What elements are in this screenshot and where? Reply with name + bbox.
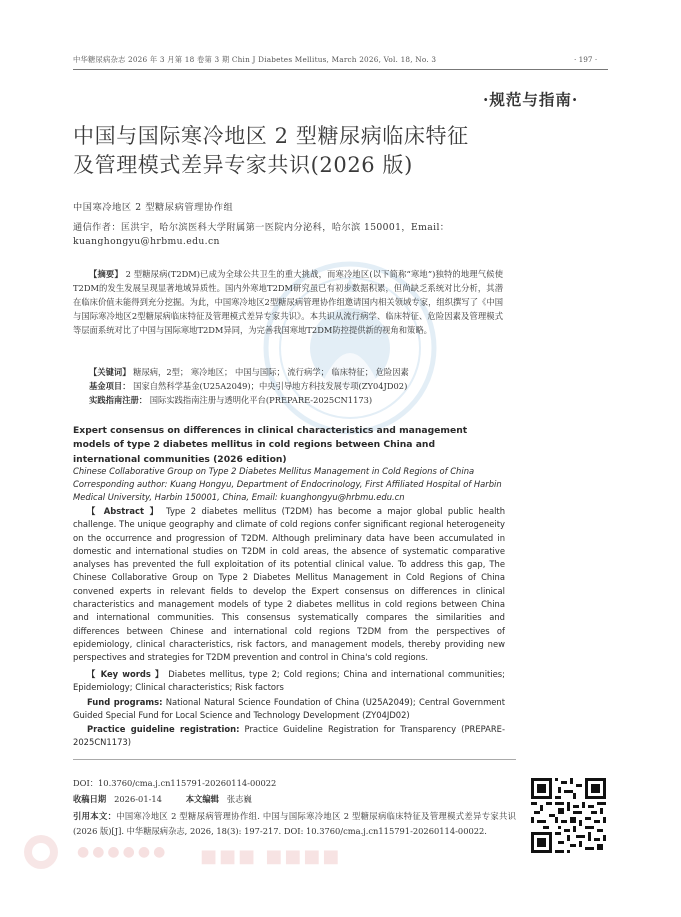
author-group: 中国寒冷地区 2 型糖尿病管理协作组 (73, 202, 234, 213)
publisher-watermark-text: ●●●●●● (77, 844, 169, 860)
zh-keywords-text: 糖尿病，2型； 寒冷地区； 中国与国际； 流行病学； 临床特征； 危险因素 (133, 367, 409, 377)
page-number: · 197 · (574, 55, 598, 64)
title-line-1: 中国与国际寒冷地区 2 型糖尿病临床特征 (73, 124, 469, 148)
zh-keywords-label: 【关键词】 (89, 367, 131, 377)
qr-code-icon[interactable] (531, 778, 606, 853)
citation (73, 809, 516, 839)
en-keywords (73, 668, 505, 695)
en-registration-text: Practice Guideline Registration for Transparency (PREPARE-2025CN1173) (73, 724, 505, 748)
doi[interactable]: DOI：10.3760/cma.j.cn115791-20260114-00022 (73, 778, 277, 788)
en-fund-label: Fund programs: (87, 697, 163, 707)
editor-label: 本文编辑 (185, 794, 219, 804)
en-abstract (73, 505, 505, 665)
running-header: 中华糖尿病杂志 2026 年 3 月第 18 卷第 3 期 Chin J Diabetes Mellitus, March 2026, Vol. 18, No. 3 (73, 55, 437, 64)
en-title: Expert consensus on differences in clinical characteristics and management models of type 2 diabetes mellitus in cold regions between China and international communities (2026 edition) (73, 425, 468, 465)
received-line (73, 791, 252, 807)
en-corresponding: Corresponding author: Kuang Hongyu, Department of Endocrinology, First Affiliated Hospital of Harbin Medical University, Harbin 150001, China, Email: kuanghongyu@hrbmu.edu.cn (73, 479, 502, 503)
zh-fund (73, 380, 503, 394)
zh-abstract-text: 2 型糖尿病(T2DM)已成为全球公共卫生的重大挑战，而寒冷地区(以下简称“寒地”)独特的地理气候使T2DM的发生发展呈现显著地域异质性。国内外寒地T2DM研究虽已有初步数据积累，但尚缺乏系统对比分析，其潜在临床价值未能得到充分挖掘。为此，中国寒冷地区2型糖尿病管理协作组邀请国内相关领域专家，组织撰写了《中国与国际寒冷地区2型糖尿病临床特征及管理模式差异专家共识》。本共识从流行病学、临床特征、危险因素及管理模式等层面系统对比了中国与国际寒地T2DM异同，为完善我国寒地T2DM防控提供新的视角和策略。 (73, 269, 504, 335)
publisher-watermark-text-2: ■■■ ■■■■ (200, 846, 342, 867)
en-registration-label: Practice guideline registration: (87, 724, 240, 734)
zh-registration (73, 394, 503, 408)
publisher-logo-icon (22, 833, 70, 871)
zh-abstract-label: 【摘要】 (89, 269, 123, 279)
zh-registration-label: 实践指南注册： (89, 395, 148, 405)
zh-fund-text: 国家自然科学基金(U25A2049)；中央引导地方科技发展专项(ZY04JD02) (133, 381, 408, 391)
en-keywords-label: 【 Key words 】 (87, 669, 165, 679)
citation-text: 中国寒冷地区 2 型糖尿病管理协作组. 中国与国际寒冷地区 2 型糖尿病临床特征及管理模式差异专家共识(2026 版)[J]. 中华糖尿病杂志, 2026, 18(3): 197-217. DOI: 10.3760/cma.j.cn115791-20260114-00022. (73, 811, 516, 836)
en-abstract-text: Type 2 diabetes mellitus (T2DM) has become a major global public health challenge. The unique geography and climate of cold regions confer significant regional heterogeneity on the occurrence and progression of T2DM. Although preliminary data have been accumulated in domestic and international studies on T2DM in cold areas, the absence of systematic comparative analyses has prevented the full exploitation of its potential clinical value. To address this gap, The Chinese Collaborative Group on Type 2 Diabetes Mellitus Management in Cold Regions of China convened experts in relevant fields to develop the Expert consensus on differences in clinical characteristics and management models of type 2 diabetes mellitus in cold regions between China and international communities. This consensus systematically compares the similarities and differences between Chinese and international cold regions T2DM from the perspectives of epidemiology, clinical characteristics, risk factors, and management models, thereby providing new perspectives and strategies for T2DM prevention and control in China's cold regions. (73, 506, 505, 663)
citation-label: 引用本文： (73, 811, 117, 821)
column-label: ·规范与指南· (483, 90, 579, 109)
received-label: 收稿日期 (73, 794, 107, 804)
title-line-2: 及管理模式差异专家共识(2026 版) (73, 153, 413, 177)
correspondence-email[interactable]: kuanghongyu@hrbmu.edu.cn (73, 236, 220, 247)
zh-keywords (73, 366, 503, 380)
en-author-group: Chinese Collaborative Group on Type 2 Diabetes Mellitus Management in Cold Regions of China (73, 466, 475, 476)
en-registration (73, 723, 505, 750)
header-rule (73, 69, 608, 70)
zh-abstract (73, 268, 503, 338)
zh-registration-text: 国际实践指南注册与透明化平台(PREPARE-2025CN1173) (149, 395, 373, 405)
en-fund-text: National Natural Science Foundation of China (U25A2049); Central Government Guided Special Fund for Local Science and Technology Development (ZY04JD02) (73, 697, 505, 721)
received-date: 2026-01-14 (114, 794, 162, 804)
en-keywords-text: Diabetes mellitus, type 2; Cold regions; China and international communities; Epidemiology; Clinical characteristics; Risk factors (73, 669, 505, 693)
editor-name: 张志巍 (226, 794, 252, 804)
en-abstract-label: 【 Abstract 】 (87, 506, 161, 516)
footer-rule (73, 759, 516, 760)
en-fund (73, 696, 505, 723)
correspondence-line-1: 通信作者：匡洪宇，哈尔滨医科大学附属第一医院内分泌科，哈尔滨 150001，Email： (73, 222, 450, 233)
zh-fund-label: 基金项目： (89, 381, 131, 391)
